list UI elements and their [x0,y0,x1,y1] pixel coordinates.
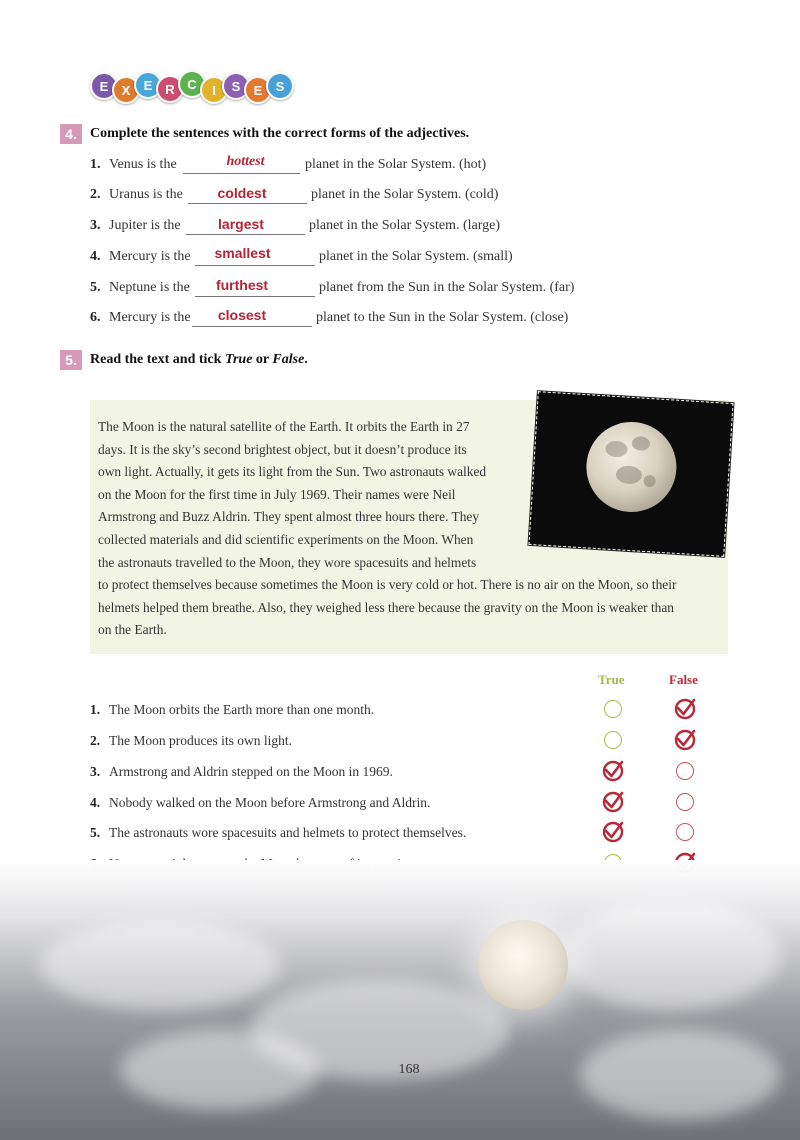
banner-letter: E [244,76,272,104]
moon-image [584,419,679,514]
exercise-instruction: Complete the sentences with the correct forms of the adjectives. [90,126,470,141]
full-moon-image [478,920,568,1010]
statement-number: 1. [90,702,101,717]
item-text-before: Uranus is the [109,187,183,202]
item-number: 5. [90,280,101,295]
statement-text: The astronauts wore spacesuits and helmets to protect themselves. [109,825,467,840]
instruction-or-word: or [255,352,269,367]
banner-letter: E [90,72,118,100]
false-option-circle[interactable] [676,823,694,841]
night-sky-background [0,860,800,1140]
answer-text: largest [218,216,264,232]
passage-line: to protect themselves because sometimes the Moon is very cold or hot. There is no air on the Moon, so their [98,577,677,593]
answer-text: coldest [217,185,267,201]
answer-text: hottest [226,154,265,169]
banner-letter: X [112,76,140,104]
passage-line: on the Earth. [98,622,167,638]
item-number: 6. [90,310,101,325]
passage-line: The Moon is the natural satellite of the Earth. It orbits the Earth in 27 [98,419,470,434]
passage-line: own light. Actually, it gets its light from the Sun. Two astronauts walked [98,464,487,480]
passage-line: the astronauts travelled to the Moon, they wore spacesuits and helmets [98,554,477,570]
passage-line: days. It is the sky’s second brightest object, but it doesn’t produce its [98,441,467,457]
item-number: 1. [90,157,101,172]
false-ticked-icon[interactable] [673,726,699,752]
item-number: 3. [90,218,101,233]
column-header-false: False [669,672,698,687]
true-option-circle[interactable] [604,700,622,718]
false-option-circle[interactable] [676,762,694,780]
item-text-before: Jupiter is the [109,218,181,233]
moon-photo [528,391,733,557]
item-text-after: planet from the Sun in the Solar System. (far) [319,280,575,295]
page-number: 168 [398,1062,420,1077]
true-option-circle[interactable] [604,731,622,749]
passage-line: helmets helped them breathe. Also, they weighed less there because the gravity on the Moon is weaker than [98,599,674,615]
exercise-number: 5. [60,350,82,370]
exercise-instruction [90,352,308,368]
banner-letter: E [134,71,162,99]
passage-line: on the Moon for the first time in July 1969. Their names were Neil [98,486,456,502]
statement-number: 5. [90,825,101,840]
statement-text: Nobody walked on the Moon before Armstrong and Aldrin. [109,795,431,810]
instruction-period: . [304,352,308,367]
false-ticked-icon[interactable] [673,695,699,721]
banner-letter: I [200,76,228,104]
statement-number: 2. [90,733,101,748]
item-text-before: Mercury is the [109,249,191,264]
item-text-after: planet to the Sun in the Solar System. (close) [316,310,569,325]
item-text-before: Mercury is the [109,310,191,325]
column-header-true: True [598,672,625,687]
true-ticked-icon[interactable] [601,757,627,783]
passage-line: collected materials and did scientific experiments on the Moon. When [98,531,474,547]
statement-number: 3. [90,764,101,779]
item-text-before: Neptune is the [109,280,190,295]
instruction-false-word: False [272,352,305,367]
item-number: 4. [90,249,101,264]
item-text-after: planet in the Solar System. (cold) [311,187,499,202]
statement-number: 4. [90,795,101,810]
answer-text: furthest [215,277,269,293]
statement-text: The Moon produces its own light. [109,733,292,748]
banner-letter: C [178,70,206,98]
false-option-circle[interactable] [676,793,694,811]
instruction-text: Read the text and tick [90,352,222,367]
statement-text: Armstrong and Aldrin stepped on the Moon in 1969. [109,764,393,779]
item-text-before: Venus is the [109,157,177,172]
item-text-after: planet in the Solar System. (large) [309,218,501,233]
answer-text: smallest [214,245,271,261]
instruction-true-word: True [224,352,253,367]
exercise-number: 4. [60,124,82,144]
item-number: 2. [90,187,101,202]
banner-letter: S [222,72,250,100]
answer-text: closest [217,307,267,323]
item-text-after: planet in the Solar System. (hot) [305,157,487,172]
true-ticked-icon[interactable] [601,788,627,814]
statement-text: The Moon orbits the Earth more than one month. [109,702,375,717]
true-ticked-icon[interactable] [601,818,627,844]
banner-letter: S [266,72,294,100]
passage-line: Armstrong and Buzz Aldrin. They spent almost three hours there. They [98,509,480,525]
banner-letter: R [156,75,184,103]
item-text-after: planet in the Solar System. (small) [319,249,513,264]
